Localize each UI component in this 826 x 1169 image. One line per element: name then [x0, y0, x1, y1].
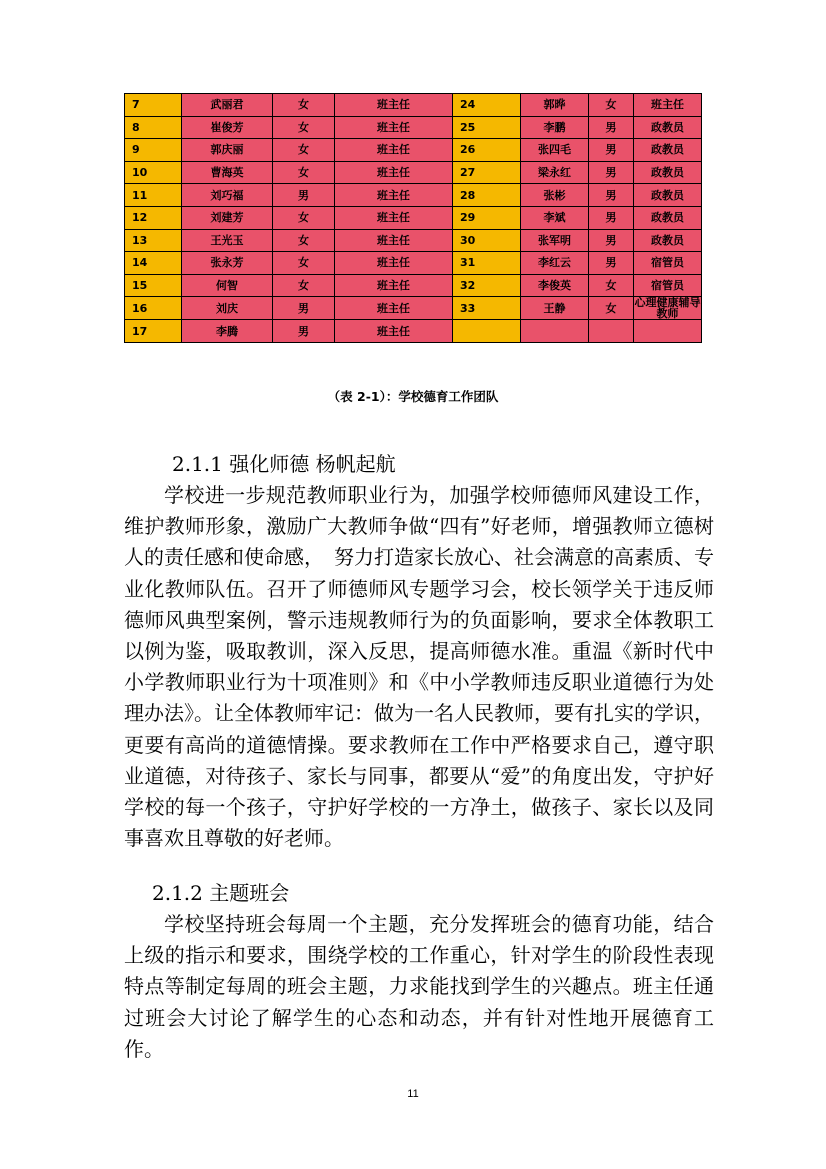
table-cell-g2: 男: [589, 184, 634, 207]
paragraph: 学校坚持班会每周一个主题，充分发挥班会的德育功能，结合上级的指示和要求，围绕学校的工作重心，针对学生的阶段性表现特点等制定每周的班会主题，力求能找到学生的兴趣点。班主任通过班会大讨论了解学生的心态和动态，并有针对性地开展德育工作。: [124, 912, 714, 1061]
table-cell-name1: 刘建芳: [182, 206, 273, 229]
table-cell-g1: 女: [273, 139, 335, 162]
page-number: 11: [407, 1088, 419, 1100]
table-cell-name1: 张永芳: [182, 252, 273, 275]
table-row: [125, 139, 702, 162]
table-cell-g1: 女: [273, 206, 335, 229]
table-cell-n1: 8: [125, 116, 182, 139]
table-cell-g2: [589, 320, 634, 343]
table-cell-n2: 27: [453, 161, 521, 184]
table-cell-g2: 女: [589, 94, 634, 117]
table-cell-name2: 郭晔: [521, 94, 589, 117]
table-cell-r1: 班主任: [335, 116, 453, 139]
table-cell-g2: 男: [589, 116, 634, 139]
table-cell-r2: 宿管员: [634, 252, 702, 275]
table-cell-r1: 班主任: [335, 161, 453, 184]
table-cell-r2: 班主任: [634, 94, 702, 117]
table-cell-g1: 男: [273, 320, 335, 343]
table-cell-n2: 26: [453, 139, 521, 162]
table-cell-n2: 24: [453, 94, 521, 117]
table-cell-g1: 女: [273, 116, 335, 139]
table-cell-r1: 班主任: [335, 94, 453, 117]
table-cell-n1: 14: [125, 252, 182, 275]
table-cell-g2: 女: [589, 274, 634, 297]
table-cell-name2: [521, 320, 589, 343]
table-cell-name2: 梁永红: [521, 161, 589, 184]
table-cell-name1: 崔俊芳: [182, 116, 273, 139]
table-cell-g2: 女: [589, 297, 634, 320]
table-cell-name1: 武丽君: [182, 94, 273, 117]
table-cell-n1: 13: [125, 229, 182, 252]
table-cell-n2: 28: [453, 184, 521, 207]
table-row: [125, 229, 702, 252]
table-cell-r2: 政教员: [634, 116, 702, 139]
table-cell-name2: 李俊英: [521, 274, 589, 297]
table-cell-g2: 男: [589, 206, 634, 229]
table-cell-r2: 政教员: [634, 206, 702, 229]
table-cell-n1: 10: [125, 161, 182, 184]
table-cell-g1: 女: [273, 94, 335, 117]
table-cell-name1: 王光玉: [182, 229, 273, 252]
table-cell-n1: 11: [125, 184, 182, 207]
table-cell-n1: 7: [125, 94, 182, 117]
table-cell-name2: 李红云: [521, 252, 589, 275]
table-cell-r1: 班主任: [335, 206, 453, 229]
section-heading-2: 2.1.2 主题班会: [152, 881, 290, 905]
table-cell-r2: 政教员: [634, 184, 702, 207]
table-row: [125, 252, 702, 275]
table-cell-name1: 曹海英: [182, 161, 273, 184]
team-table: [124, 93, 702, 343]
table-cell-r2: 宿管员: [634, 274, 702, 297]
table-cell-n1: 15: [125, 274, 182, 297]
table-cell-g1: 女: [273, 161, 335, 184]
table-cell-g1: 女: [273, 229, 335, 252]
table-row: [125, 184, 702, 207]
table-cell-n2: 30: [453, 229, 521, 252]
table-cell-name2: 李斌: [521, 206, 589, 229]
table-cell-r2: [634, 320, 702, 343]
table-cell-r1: 班主任: [335, 139, 453, 162]
paragraph: 学校进一步规范教师职业行为，加强学校师德师风建设工作，维护教师形象，激励广大教师争做“四有”好老师，增强教师立德树人的责任感和使命感， 努力打造家长放心、社会满意的高素质、专业化教师队伍。召开了师德师风专题学习会，校长领学关于违反师德师风典型案例，警示违规教师行为的负面影响，要求全体教职工以例为鉴，吸取教训，深入反思，提高师德水准。重温《新时代中小学教师职业行为十项准则》和《中小学教师违反职业道德行为处理办法》。让全体教师牢记：做为一名人民教师，要有扎实的学识，更要有高尚的道德情操。要求教师在工作中严格要求自己，遵守职业道德，对待孩子、家长与同事，都要从“爱”的角度出发，守护好学校的每一个孩子，守护好学校的一方净土，做孩子、家长以及同事喜欢且尊敬的好老师。: [124, 483, 714, 851]
table-cell-name1: 郭庆丽: [182, 139, 273, 162]
table-row: [125, 206, 702, 229]
table-cell-r2: 政教员: [634, 229, 702, 252]
table-row: [125, 116, 702, 139]
table-cell-r1: 班主任: [335, 274, 453, 297]
table-cell-n2: 25: [453, 116, 521, 139]
table-row: [125, 320, 702, 343]
table-cell-name1: 刘巧福: [182, 184, 273, 207]
table-cell-n2: [453, 320, 521, 343]
table-cell-name1: 刘庆: [182, 297, 273, 320]
table-cell-g2: 男: [589, 252, 634, 275]
table-cell-r2: 政教员: [634, 139, 702, 162]
table-cell-r1: 班主任: [335, 252, 453, 275]
table-row: [125, 161, 702, 184]
section-heading-1: 2.1.1 强化师德 杨帆起航: [172, 452, 396, 476]
table-cell-r1: 班主任: [335, 297, 453, 320]
table-cell-n1: 17: [125, 320, 182, 343]
table-cell-name2: 王静: [521, 297, 589, 320]
table-cell-n1: 12: [125, 206, 182, 229]
table-cell-name1: 何智: [182, 274, 273, 297]
table-cell-r1: 班主任: [335, 229, 453, 252]
section-body-1: [124, 480, 714, 854]
table-cell-g1: 女: [273, 274, 335, 297]
table-cell-n1: 9: [125, 139, 182, 162]
table-cell-r1: 班主任: [335, 320, 453, 343]
section-body-2: [124, 909, 714, 1065]
table-cell-r2: 心理健康辅导教师: [634, 296, 701, 321]
table-cell-name2: 张彬: [521, 184, 589, 207]
table-cell-g1: 女: [273, 252, 335, 275]
table-cell-name2: 李鹏: [521, 116, 589, 139]
table-cell-name2: 张军明: [521, 229, 589, 252]
table-cell-g2: 男: [589, 229, 634, 252]
table-cell-n2: 29: [453, 206, 521, 229]
table-cell-g2: 男: [589, 161, 634, 184]
table-caption: （表 2-1）：学校德育工作团队: [327, 389, 499, 404]
table-cell-name1: 李腾: [182, 320, 273, 343]
table-cell-name2: 张四毛: [521, 139, 589, 162]
table-row: [125, 274, 702, 297]
table-cell-r1: 班主任: [335, 184, 453, 207]
table-cell-g1: 男: [273, 297, 335, 320]
table-cell-n2: 32: [453, 274, 521, 297]
table-cell-g1: 男: [273, 184, 335, 207]
table-cell-n2: 31: [453, 252, 521, 275]
table-cell-n2: 33: [453, 297, 521, 320]
table-cell-g2: 男: [589, 139, 634, 162]
table-cell-n1: 16: [125, 297, 182, 320]
table-row: [125, 297, 702, 320]
table-cell-r2: 政教员: [634, 161, 702, 184]
table-row: [125, 94, 702, 117]
